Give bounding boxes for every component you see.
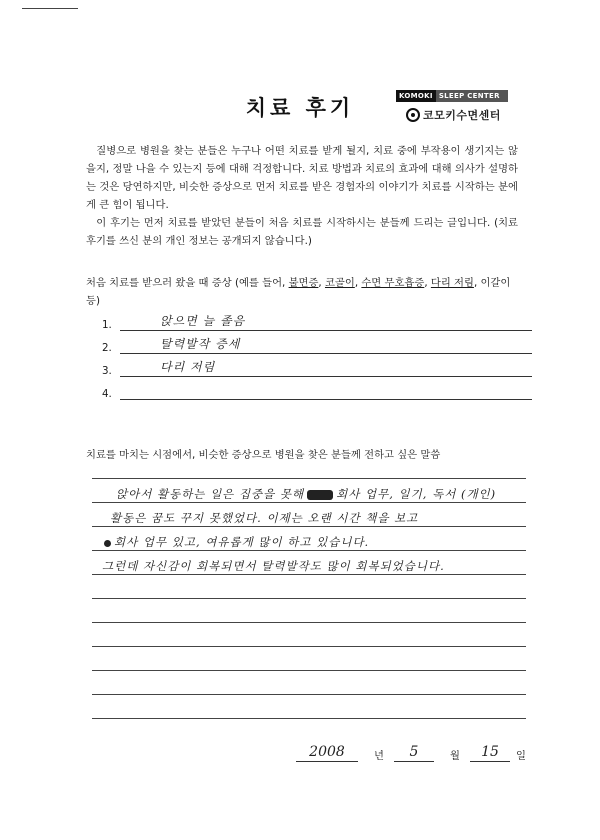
message-line bbox=[92, 526, 526, 527]
logo-brand: KOMOKI bbox=[396, 90, 436, 102]
example-separator: , bbox=[318, 277, 325, 289]
date-year-label: 년 bbox=[374, 750, 384, 762]
message-line-1-b: 회사 업무, 일기, 독서 (개인) bbox=[336, 487, 497, 501]
date-underline bbox=[296, 761, 358, 762]
message-text-line-2[interactable]: 활동은 꿈도 꾸지 못했었다. 이제는 오랜 시간 책을 보고 bbox=[110, 511, 419, 525]
message-line bbox=[92, 718, 526, 719]
date-field bbox=[290, 740, 535, 764]
message-line bbox=[92, 622, 526, 623]
logo-bar bbox=[396, 90, 508, 102]
intro-paragraph-2: 이 후기는 먼저 치료를 받았던 분들이 처음 치료를 시작하시는 분들께 드리는 글입니다. (치료 후기를 쓰신 분의 개인 정보는 공개되지 않습니다.) bbox=[86, 217, 518, 247]
message-line bbox=[92, 574, 526, 575]
symptom-question bbox=[86, 274, 526, 310]
example-snoring: 코골이 bbox=[324, 277, 355, 289]
date-year[interactable] bbox=[296, 742, 358, 764]
message-line-1-a: 앉아서 활동하는 일은 집중을 못해 bbox=[116, 487, 305, 501]
example-insomnia: 불면증 bbox=[288, 277, 319, 289]
logo-mark-icon bbox=[406, 108, 420, 122]
example-apnea: 수면 무호흡증 bbox=[361, 277, 425, 289]
symptom-row-1[interactable] bbox=[102, 313, 532, 333]
message-question: 치료를 마치는 시점에서, 비슷한 증상으로 병원을 찾은 분들께 전하고 싶은 말씀 bbox=[86, 449, 441, 461]
logo-center-ko: 코모키수면센터 bbox=[423, 109, 501, 122]
date-month-value: 5 bbox=[409, 744, 419, 760]
message-text-line-1[interactable] bbox=[116, 486, 496, 502]
date-year-value: 2008 bbox=[309, 744, 345, 760]
date-day-label: 일 bbox=[516, 750, 526, 762]
symptom-answer: 탈력발작 증세 bbox=[160, 337, 241, 351]
crossed-out-scribble bbox=[307, 490, 333, 500]
date-underline bbox=[394, 761, 434, 762]
date-month-label: 월 bbox=[450, 750, 460, 762]
top-rule bbox=[22, 8, 78, 9]
ink-blot-icon bbox=[104, 540, 111, 547]
symptom-answer: 앉으면 늘 졸음 bbox=[160, 314, 246, 328]
example-separator: , bbox=[424, 277, 431, 289]
date-day-value: 15 bbox=[481, 744, 499, 760]
message-line bbox=[92, 502, 526, 503]
intro-paragraph-1: 질병으로 병원을 찾는 분들은 누구나 어떤 치료를 받게 될지, 치료 중에 부작용이 생기지는 않을지, 정말 나을 수 있는지 등에 대해 걱정합니다. 치료 방법과 치료의 효과에 대해 의사가 설명하는 것은 당연하지만, 비슷한 증상으로 먼저 치료를 받은 경험자의 이야기가 치료를 시작하는 분에게 큰 힘이 됩니다. bbox=[86, 145, 518, 211]
message-line bbox=[92, 598, 526, 599]
symptom-question-prefix: 처음 치료를 받으러 왔을 때 증상 (예를 들어, bbox=[86, 277, 289, 289]
logo-sub bbox=[406, 107, 508, 123]
message-text-line-4[interactable]: 그런데 자신감이 회복되면서 탈력발작도 많이 회복되었습니다. bbox=[102, 559, 445, 573]
symptom-question-suffix: , 이갈이 등) bbox=[86, 277, 511, 307]
page-title: 치료 후기 bbox=[245, 96, 355, 120]
example-leg-numbness: 다리 저림 bbox=[430, 277, 474, 289]
intro-text bbox=[86, 142, 518, 250]
symptom-row-4[interactable] bbox=[102, 382, 532, 402]
logo-center-en: SLEEP CENTER bbox=[436, 90, 508, 102]
date-day[interactable] bbox=[470, 742, 510, 764]
symptom-number: 2. bbox=[102, 342, 112, 354]
symptom-number: 1. bbox=[102, 319, 112, 331]
date-month[interactable] bbox=[394, 742, 434, 764]
message-line-3: 회사 업무 있고, 여유롭게 많이 하고 있습니다. bbox=[114, 535, 370, 549]
clinic-logo bbox=[396, 90, 508, 130]
answer-line bbox=[120, 376, 532, 377]
message-line bbox=[92, 694, 526, 695]
example-separator: , bbox=[354, 277, 362, 289]
answer-line bbox=[120, 399, 532, 400]
date-underline bbox=[470, 761, 510, 762]
message-text-line-3[interactable] bbox=[104, 534, 369, 550]
symptom-number: 4. bbox=[102, 388, 112, 400]
answer-line bbox=[120, 353, 532, 354]
message-line bbox=[92, 550, 526, 551]
message-line bbox=[92, 478, 526, 479]
symptom-number: 3. bbox=[102, 365, 112, 377]
symptom-answer: 다리 저림 bbox=[160, 360, 216, 374]
message-line bbox=[92, 670, 526, 671]
message-line bbox=[92, 646, 526, 647]
symptom-row-3[interactable] bbox=[102, 359, 532, 379]
answer-line bbox=[120, 330, 532, 331]
symptom-row-2[interactable] bbox=[102, 336, 532, 356]
